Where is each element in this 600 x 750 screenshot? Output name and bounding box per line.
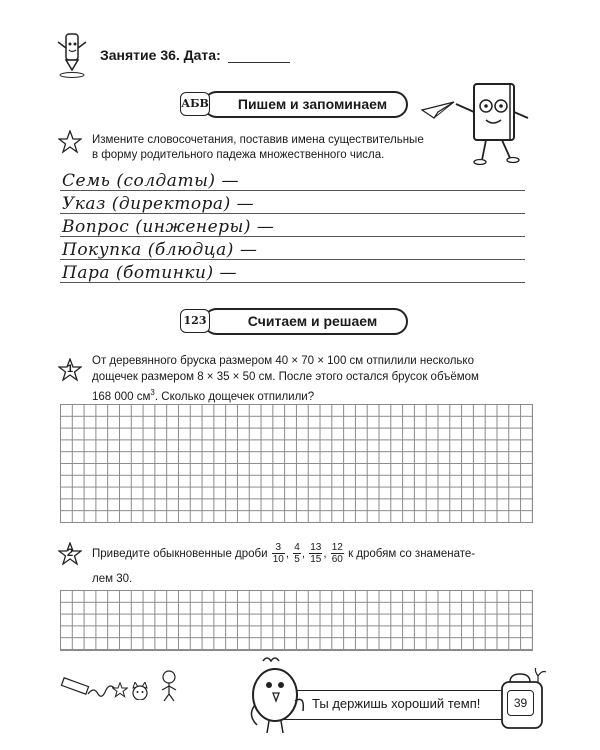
instruction-line-2: в форму родительного падежа множественного числа. xyxy=(92,149,385,161)
cat-doodle-icon xyxy=(130,682,150,700)
fraction-1 xyxy=(272,542,285,565)
fraction-2 xyxy=(293,542,301,565)
answer-line-4[interactable] xyxy=(60,259,525,260)
lesson-title: Занятие 36. Дата: xyxy=(100,47,221,63)
rooster-mascot-icon xyxy=(245,655,307,735)
star-marker-icon xyxy=(58,130,82,154)
pencil-drawing-icon xyxy=(58,676,118,700)
instruction-line-1: Измените словосочетания, поставив имена существительные xyxy=(92,134,424,146)
page-number: 39 xyxy=(507,690,534,716)
answer-line-3[interactable] xyxy=(60,236,525,237)
fraction-4 xyxy=(331,542,344,565)
task1-superscript: 3 xyxy=(150,388,155,397)
fraction-3-numerator: 13 xyxy=(310,542,322,554)
task1-volume: 168 000 см xyxy=(92,390,151,403)
stick-figure-icon xyxy=(160,670,178,702)
star-doodle-icon xyxy=(112,682,128,698)
answer-grid-1[interactable] xyxy=(60,404,533,523)
phrase-2: Указ (директора) — xyxy=(62,194,255,214)
answer-line-1[interactable] xyxy=(60,190,525,191)
task2-intro: Приведите обыкновенные дроби xyxy=(92,548,268,560)
date-field[interactable] xyxy=(228,62,290,63)
fraction-3-denominator: 15 xyxy=(310,554,322,566)
fraction-3 xyxy=(309,542,322,565)
answer-grid-2[interactable] xyxy=(60,590,533,651)
paper-plane-icon xyxy=(420,100,456,120)
task-number-1 xyxy=(58,358,82,382)
section-title-count: Считаем и решаем xyxy=(203,308,408,335)
numbers-badge-icon: 123 xyxy=(180,309,210,333)
answer-line-5[interactable] xyxy=(60,282,525,283)
phrase-5: Пара (ботинки) — xyxy=(62,263,238,283)
phrase-3: Вопрос (инженеры) — xyxy=(62,217,275,237)
fraction-1-denominator: 10 xyxy=(272,554,284,566)
pencil-mascot-icon xyxy=(55,30,89,78)
answer-line-2[interactable] xyxy=(60,213,525,214)
task-number-2-label: 2 xyxy=(66,547,74,559)
task1-line-3 xyxy=(92,385,314,405)
phrase-1: Семь (солдаты) — xyxy=(62,171,239,191)
task1-line-1: От деревянного бруска размером 40 × 70 × 100 см отпилили несколько xyxy=(92,355,474,367)
fraction-1-numerator: 3 xyxy=(272,542,285,554)
fraction-4-denominator: 60 xyxy=(331,554,343,566)
motto-text: Ты держишь хороший темп! xyxy=(312,696,481,711)
task2-line-2: лем 30. xyxy=(92,573,133,585)
task1-line-2: дощечек размером 8 × 35 × 50 см. После этого остался брусок объёмом xyxy=(92,371,479,383)
fraction-4-numerator: 12 xyxy=(331,542,343,554)
phrase-4: Покупка (блюдца) — xyxy=(62,240,258,260)
task-number-1-label: 1 xyxy=(66,363,74,375)
task-number-2 xyxy=(58,542,82,566)
fraction-2-numerator: 4 xyxy=(294,542,300,554)
book-mascot-icon xyxy=(452,78,532,168)
section-title-write: Пишем и запоминаем xyxy=(203,91,408,118)
task2-continuation: к дробям со знаменате- xyxy=(348,548,476,560)
fraction-2-denominator: 5 xyxy=(294,554,300,566)
task1-question: . Сколько дощечек отпилили? xyxy=(154,390,315,403)
abc-badge-icon: АБВ xyxy=(180,92,210,116)
task2-line-1: Приведите обыкновенные дроби $\frac{3}{10}$ , $\frac{4}{5}$ , $\frac{13}{15}$ , $\frac{12}{60}$ к дробям со знаменате- xyxy=(92,542,476,566)
